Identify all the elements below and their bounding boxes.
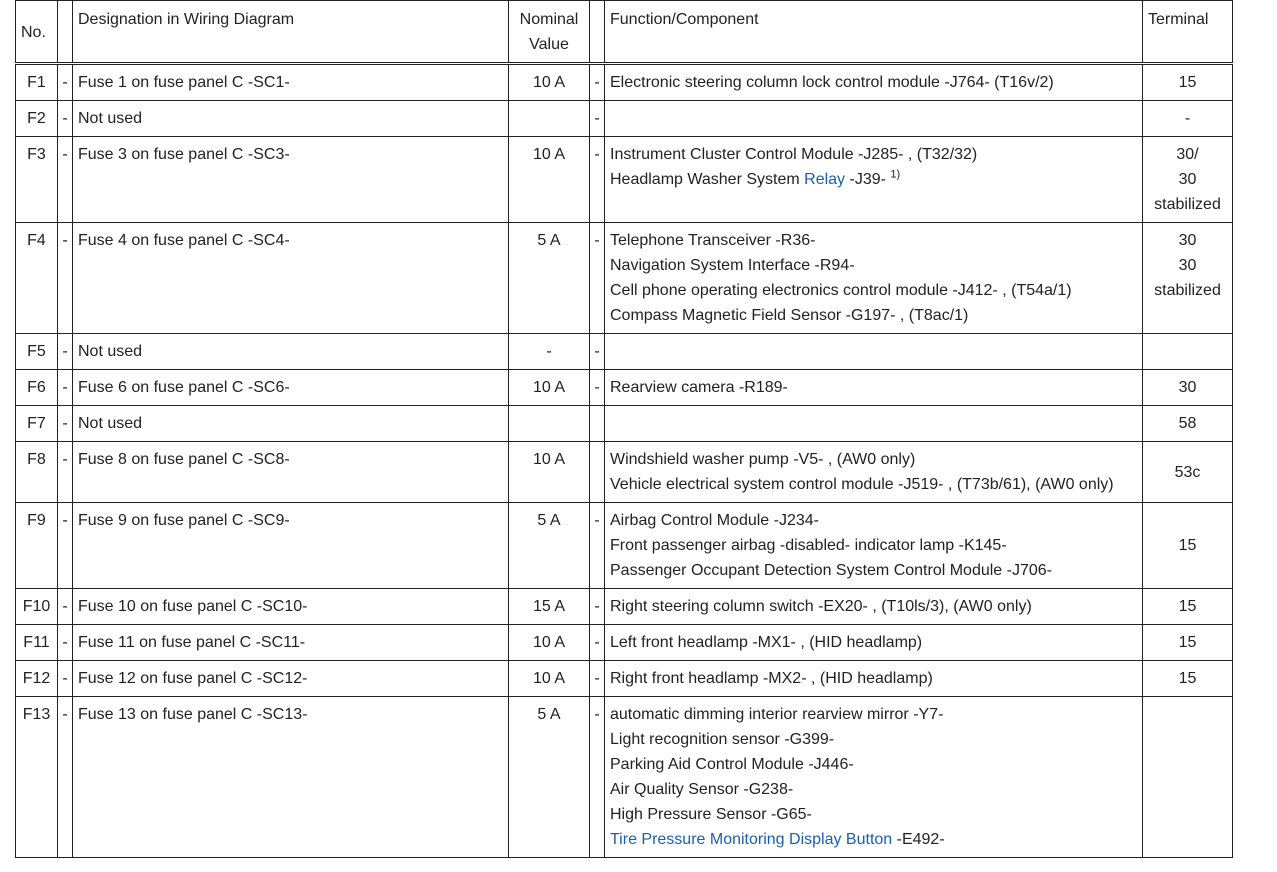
function-cell	[605, 223, 1143, 334]
function-cell	[605, 697, 1143, 858]
function-line	[610, 702, 1137, 727]
designation: Fuse 9 on fuse panel C -SC9-	[73, 503, 509, 589]
designation: Fuse 8 on fuse panel C -SC8-	[73, 442, 509, 503]
separator-dash: -	[590, 625, 605, 661]
separator-dash: -	[590, 137, 605, 223]
separator-dash: -	[58, 334, 73, 370]
separator-dash: -	[590, 697, 605, 858]
terminal-value: 15	[1178, 598, 1197, 615]
function-text: Electronic steering column lock control module -J764- (T16v/2)	[610, 74, 1054, 91]
function-line	[610, 752, 1137, 777]
separator-dash: -	[58, 442, 73, 503]
function-text: Parking Aid Control Module -J446-	[610, 756, 854, 773]
separator-dash: -	[590, 589, 605, 625]
terminal-value: stabilized	[1154, 196, 1221, 213]
table-row	[16, 661, 1233, 697]
function-text: Right front headlamp -MX2- , (HID headlamp)	[610, 670, 933, 687]
separator-dash: -	[590, 503, 605, 589]
table-row	[16, 625, 1233, 661]
table-row	[16, 334, 1233, 370]
table-row	[16, 101, 1233, 137]
terminal-value: 15	[1178, 670, 1197, 687]
table-header-row	[16, 1, 1233, 64]
fuse-number: F1	[16, 64, 58, 101]
fuse-number: F11	[16, 625, 58, 661]
fuse-number: F7	[16, 406, 58, 442]
function-cell	[605, 625, 1143, 661]
function-cell	[605, 137, 1143, 223]
header-spacer	[58, 1, 73, 64]
fuse-number: F5	[16, 334, 58, 370]
header-designation: Designation in Wiring Diagram	[73, 1, 509, 64]
separator-dash: -	[58, 370, 73, 406]
separator-dash: -	[58, 101, 73, 137]
table-row	[16, 589, 1233, 625]
function-cell	[605, 589, 1143, 625]
designation: Fuse 11 on fuse panel C -SC11-	[73, 625, 509, 661]
function-cell	[605, 101, 1143, 137]
function-line	[610, 142, 1137, 167]
header-terminal: Terminal	[1143, 1, 1233, 64]
terminal-cell	[1143, 101, 1233, 137]
designation: Fuse 13 on fuse panel C -SC13-	[73, 697, 509, 858]
separator-dash: -	[58, 503, 73, 589]
designation: Fuse 4 on fuse panel C -SC4-	[73, 223, 509, 334]
function-cell	[605, 406, 1143, 442]
nominal-value: 10 A	[509, 442, 590, 503]
function-text: High Pressure Sensor -G65-	[610, 806, 812, 823]
nominal-value: 15 A	[509, 589, 590, 625]
separator-dash: -	[58, 697, 73, 858]
designation: Not used	[73, 406, 509, 442]
terminal-cell	[1143, 589, 1233, 625]
fuse-number: F6	[16, 370, 58, 406]
separator-dash: -	[590, 334, 605, 370]
separator-dash: -	[590, 661, 605, 697]
separator-dash: -	[58, 137, 73, 223]
terminal-value: 30	[1178, 257, 1197, 274]
function-text: -E492-	[892, 831, 945, 848]
function-cell	[605, 334, 1143, 370]
fuse-number: F3	[16, 137, 58, 223]
function-text: -J39-	[845, 171, 891, 188]
function-text: Air Quality Sensor -G238-	[610, 781, 794, 798]
function-text: Telephone Transceiver -R36-	[610, 232, 816, 249]
function-cell	[605, 661, 1143, 697]
function-line	[610, 558, 1137, 583]
separator-dash: -	[590, 64, 605, 101]
header-nominal: Nominal Value	[509, 1, 590, 64]
terminal-cell	[1143, 406, 1233, 442]
table-row	[16, 406, 1233, 442]
nominal-value	[509, 101, 590, 137]
terminal-cell	[1143, 442, 1233, 503]
function-cell	[605, 503, 1143, 589]
designation: Not used	[73, 334, 509, 370]
terminal-cell	[1143, 625, 1233, 661]
terminal-cell	[1143, 64, 1233, 101]
terminal-cell	[1143, 223, 1233, 334]
function-text: Rearview camera -R189-	[610, 379, 788, 396]
function-line	[610, 167, 1137, 192]
separator-dash: -	[590, 223, 605, 334]
nominal-value: 5 A	[509, 503, 590, 589]
table-row	[16, 370, 1233, 406]
separator-dash: -	[590, 101, 605, 137]
function-text: Light recognition sensor -G399-	[610, 731, 835, 748]
nominal-value: 10 A	[509, 625, 590, 661]
function-text: Vehicle electrical system control module -J519- , (T73b/61), (AW0 only)	[610, 476, 1114, 493]
function-line	[610, 727, 1137, 752]
terminal-cell	[1143, 370, 1233, 406]
footnote-ref: 1)	[890, 168, 901, 181]
function-line	[610, 278, 1137, 303]
function-line	[610, 472, 1137, 497]
nominal-value	[509, 406, 590, 442]
fuse-number: F13	[16, 697, 58, 858]
terminal-value: 58	[1178, 415, 1197, 432]
terminal-cell	[1143, 503, 1233, 589]
fuse-number: F8	[16, 442, 58, 503]
function-line	[610, 827, 1137, 852]
designation: Fuse 6 on fuse panel C -SC6-	[73, 370, 509, 406]
function-line	[610, 777, 1137, 802]
separator-dash	[590, 442, 605, 503]
terminal-value: 53c	[1174, 463, 1201, 481]
separator-dash: -	[590, 370, 605, 406]
header-function: Function/Component	[605, 1, 1143, 64]
nominal-value: 10 A	[509, 370, 590, 406]
function-text: Right steering column switch -EX20- , (T10ls/3), (AW0 only)	[610, 598, 1032, 615]
fuse-number: F10	[16, 589, 58, 625]
separator-dash: -	[58, 64, 73, 101]
function-text: automatic dimming interior rearview mirror -Y7-	[610, 706, 944, 723]
fuse-number: F12	[16, 661, 58, 697]
terminal-value: 30	[1178, 232, 1197, 249]
fuse-table	[15, 0, 1233, 858]
function-line	[610, 375, 1137, 400]
separator-dash: -	[58, 223, 73, 334]
function-line	[610, 594, 1137, 619]
terminal-value: 15	[1178, 634, 1197, 651]
terminal-cell	[1143, 334, 1233, 370]
function-text: Passenger Occupant Detection System Control Module -J706-	[610, 562, 1052, 579]
function-text: Front passenger airbag -disabled- indicator lamp -K145-	[610, 537, 1007, 554]
nominal-value: 10 A	[509, 64, 590, 101]
nominal-value: 10 A	[509, 661, 590, 697]
table-row	[16, 442, 1233, 503]
separator-dash: -	[58, 625, 73, 661]
function-line	[610, 533, 1137, 558]
function-cell	[605, 64, 1143, 101]
designation: Not used	[73, 101, 509, 137]
function-link[interactable]: Tire Pressure Monitoring Display Button	[610, 831, 893, 848]
separator-dash: -	[58, 661, 73, 697]
function-text: Compass Magnetic Field Sensor -G197- , (T8ac/1)	[610, 307, 969, 324]
terminal-cell	[1143, 137, 1233, 223]
terminal-value: 15	[1178, 74, 1197, 91]
function-line	[610, 508, 1137, 533]
function-line	[610, 228, 1137, 253]
function-text: Airbag Control Module -J234-	[610, 512, 819, 529]
fuse-number: F4	[16, 223, 58, 334]
nominal-value: -	[509, 334, 590, 370]
designation: Fuse 10 on fuse panel C -SC10-	[73, 589, 509, 625]
header-spacer	[590, 1, 605, 64]
nominal-value: 10 A	[509, 137, 590, 223]
function-cell	[605, 370, 1143, 406]
terminal-value: stabilized	[1154, 282, 1221, 299]
function-line	[610, 802, 1137, 827]
terminal-value: 30	[1178, 171, 1197, 188]
terminal-value: 15	[1178, 537, 1197, 554]
nominal-value: 5 A	[509, 223, 590, 334]
header-no: No.	[16, 1, 58, 64]
function-text: Windshield washer pump -V5- , (AW0 only)	[610, 451, 916, 468]
terminal-value: 30/	[1176, 146, 1199, 163]
separator-dash: -	[58, 589, 73, 625]
table-row	[16, 64, 1233, 101]
function-line	[610, 447, 1137, 472]
separator-dash	[590, 406, 605, 442]
function-text: Headlamp Washer System	[610, 171, 805, 188]
function-cell	[605, 442, 1143, 503]
nominal-value: 5 A	[509, 697, 590, 858]
table-row	[16, 697, 1233, 858]
terminal-value: -	[1184, 110, 1191, 127]
terminal-value: 30	[1178, 379, 1197, 396]
function-link[interactable]: Relay	[804, 171, 846, 188]
function-line	[610, 666, 1137, 691]
table-row	[16, 503, 1233, 589]
designation: Fuse 12 on fuse panel C -SC12-	[73, 661, 509, 697]
designation: Fuse 1 on fuse panel C -SC1-	[73, 64, 509, 101]
table-row	[16, 223, 1233, 334]
terminal-cell	[1143, 697, 1233, 858]
fuse-number: F9	[16, 503, 58, 589]
fuse-number: F2	[16, 101, 58, 137]
separator-dash: -	[58, 406, 73, 442]
function-line	[610, 630, 1137, 655]
function-line	[610, 70, 1137, 95]
function-text: Instrument Cluster Control Module -J285- , (T32/32)	[610, 146, 978, 163]
function-text: Left front headlamp -MX1- , (HID headlamp)	[610, 634, 923, 651]
terminal-cell	[1143, 661, 1233, 697]
designation: Fuse 3 on fuse panel C -SC3-	[73, 137, 509, 223]
function-line	[610, 303, 1137, 328]
function-line	[610, 253, 1137, 278]
function-text: Navigation System Interface -R94-	[610, 257, 855, 274]
function-text: Cell phone operating electronics control module -J412- , (T54a/1)	[610, 282, 1072, 299]
table-row	[16, 137, 1233, 223]
